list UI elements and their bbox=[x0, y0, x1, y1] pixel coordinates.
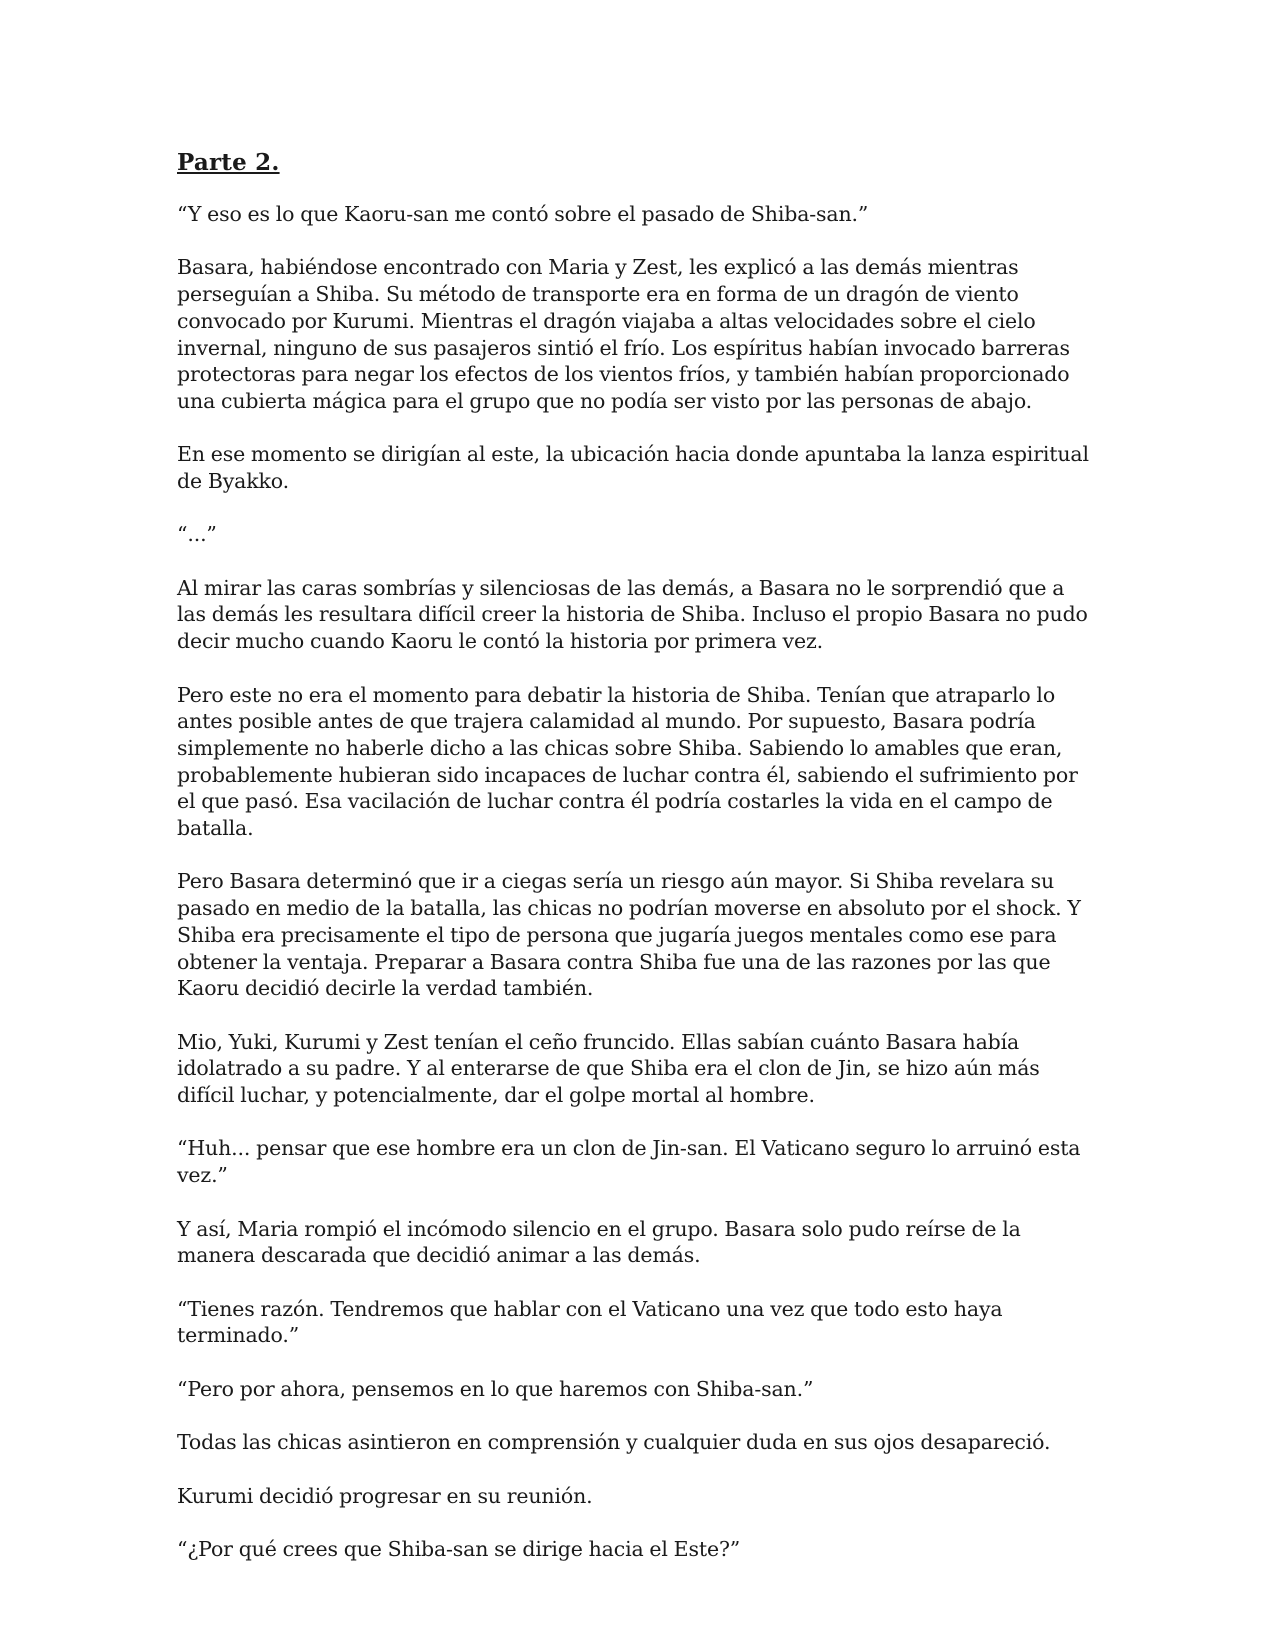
paragraph: Basara, habiéndose encontrado con Maria y Zest, les explicó a las demás mientras perseguían a Shiba. Su método de transporte era en forma de un dragón de viento convocado por Kurumi. Mientras el dragón viajaba a altas velocidades sobre el cielo invernal, ninguno de sus pasajeros sintió el frío. Los espíritus habían invocado barreras protectoras para negar los efectos de los vientos fríos, y también habían proporcionado una cubierta mágica para el grupo que no podía ser visto por las personas de abajo. bbox=[177, 255, 1070, 413]
paragraph: Y así, Maria rompió el incómodo silencio en el grupo. Basara solo pudo reírse de la manera descarada que decidió animar a las demás. bbox=[177, 1216, 1021, 1268]
paragraph: En ese momento se dirigían al este, la ubicación hacia donde apuntaba la lanza espiritual de Byakko. bbox=[177, 442, 1089, 493]
document-page bbox=[177, 148, 1097, 1589]
paragraph: Kurumi decidió progresar en su reunión. bbox=[177, 1483, 593, 1508]
paragraph: Al mirar las caras sombrías y silenciosas de las demás, a Basara no le sorprendió que a las demás les resultara difícil creer la historia de Shiba. Incluso el propio Basara no pudo decir mucho cuando Kaoru le contó la historia por primera vez. bbox=[177, 575, 1088, 654]
paragraph: Pero Basara determinó que ir a ciegas sería un riesgo aún mayor. Si Shiba revelara su pasado en medio de la batalla, las chicas no podrían moverse en absoluto por el shock. Y Shiba era precisamente el tipo de persona que jugaría juegos mentales como ese para obtener la ventaja. Preparar a Basara contra Shiba fue una de las razones por las que Kaoru decidió decirle la verdad también. bbox=[177, 869, 1081, 1001]
page-title: Parte 2. bbox=[177, 149, 280, 176]
paragraph: Todas las chicas asintieron en comprensión y cualquier duda en sus ojos desapareció. bbox=[177, 1430, 1051, 1455]
paragraph: “Pero por ahora, pensemos en lo que haremos con Shiba-san.” bbox=[177, 1376, 814, 1401]
paragraph: “¿Por qué crees que Shiba-san se dirige hacia el Este?” bbox=[177, 1536, 741, 1561]
paragraph: Mio, Yuki, Kurumi y Zest tenían el ceño fruncido. Ellas sabían cuánto Basara había idolatrado a su padre. Y al enterarse de que Shiba era el clon de Jin, se hizo aún más difícil luchar, y potencialmente, dar el golpe mortal al hombre. bbox=[177, 1029, 1040, 1108]
paragraph: Pero este no era el momento para debatir la historia de Shiba. Tenían que atraparlo lo antes posible antes de que trajera calamidad al mundo. Por supuesto, Basara podría simplemente no haberle dicho a las chicas sobre Shiba. Sabiendo lo amables que eran, probablemente hubieran sido incapaces de luchar contra él, sabiendo el sufrimiento por el que pasó. Esa vacilación de luchar contra él podría costarles la vida en el campo de batalla. bbox=[177, 682, 1078, 841]
paragraph: “Huh... pensar que ese hombre era un clon de Jin-san. El Vaticano seguro lo arruinó esta vez.” bbox=[177, 1136, 1081, 1188]
paragraph: “...” bbox=[177, 522, 217, 547]
paragraph: “Tienes razón. Tendremos que hablar con el Vaticano una vez que todo esto haya terminado.” bbox=[177, 1296, 1003, 1348]
paragraph: “Y eso es lo que Kaoru-san me contó sobre el pasado de Shiba-san.” bbox=[177, 202, 869, 226]
